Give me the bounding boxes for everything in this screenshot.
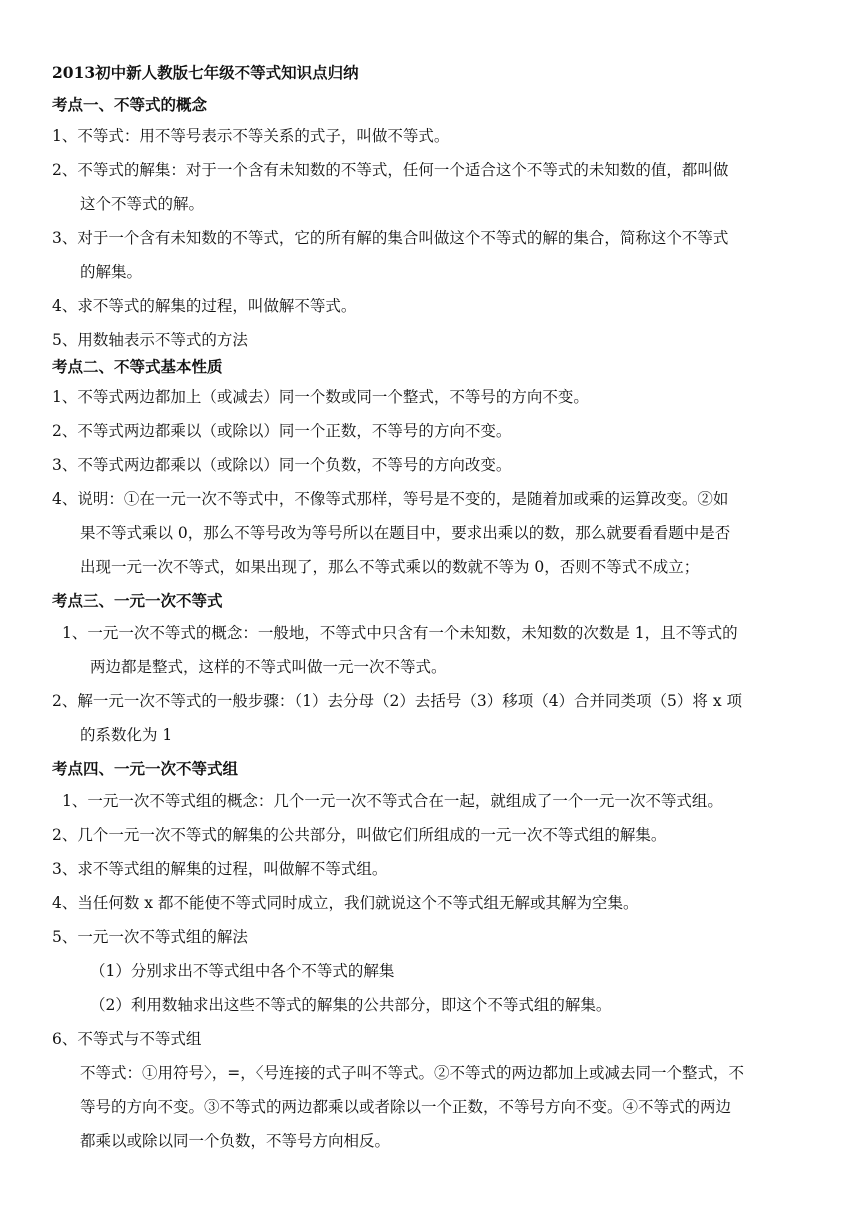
section-heading: 考点二、不等式基本性质 (52, 357, 223, 376)
text-line: 两边都是整式，这样的不等式叫做一元一次不等式。 (90, 658, 447, 676)
text-line: 都乘以或除以同一个负数，不等号方向相反。 (80, 1132, 391, 1150)
text-line: （1）分别求出不等式组中各个不等式的解集 (90, 962, 395, 980)
text-line: 5、一元一次不等式组的解法 (52, 928, 248, 946)
page-title: 2013初中新人教版七年级不等式知识点归纳 (52, 63, 359, 82)
text-line: （2）利用数轴求出这些不等式的解集的公共部分，即这个不等式组的解集。 (90, 996, 612, 1014)
text-line: 4、说明：①在一元一次不等式中，不像等式那样，等号是不变的，是随着加或乘的运算改变。②如 (52, 490, 729, 508)
text-line: 1、一元一次不等式的概念：一般地，不等式中只含有一个未知数，未知数的次数是 1，且不等式的 (62, 624, 738, 642)
text-line: 3、求不等式组的解集的过程，叫做解不等式组。 (52, 860, 388, 878)
text-line: 不等式：①用符号〉，=，〈号连接的式子叫不等式。②不等式的两边都加上或减去同一个整式，不 (80, 1064, 744, 1082)
section-heading: 考点四、一元一次不等式组 (52, 759, 239, 778)
text-line: 果不等式乘以 0，那么不等号改为等号所以在题目中，要求出乘以的数，那么就要看看题中是否 (80, 524, 731, 542)
text-line: 这个不等式的解。 (80, 195, 205, 213)
text-line: 4、求不等式的解集的过程，叫做解不等式。 (52, 297, 357, 315)
text-line: 的系数化为 1 (80, 726, 173, 744)
section-heading: 考点一、不等式的概念 (52, 95, 208, 114)
text-line: 6、不等式与不等式组 (52, 1030, 202, 1048)
section-heading: 考点三、一元一次不等式 (52, 591, 223, 610)
text-line: 1、一元一次不等式组的概念：几个一元一次不等式合在一起，就组成了一个一元一次不等式组。 (62, 792, 723, 810)
text-line: 等号的方向不变。③不等式的两边都乘以或者除以一个正数，不等号方向不变。④不等式的两边 (80, 1098, 732, 1116)
text-line: 2、解一元一次不等式的一般步骤：（1）去分母（2）去括号（3）移项（4）合并同类项（5）将 x 项 (52, 692, 743, 710)
text-line: 出现一元一次不等式，如果出现了，那么不等式乘以的数就不等为 0，否则不等式不成立； (80, 558, 700, 576)
text-line: 3、不等式两边都乘以（或除以）同一个负数，不等号的方向改变。 (52, 456, 512, 474)
text-line: 5、用数轴表示不等式的方法 (52, 331, 248, 349)
text-line: 1、不等式两边都加上（或减去）同一个数或同一个整式，不等号的方向不变。 (52, 388, 589, 406)
text-line: 2、几个一元一次不等式的解集的公共部分，叫做它们所组成的一元一次不等式组的解集。 (52, 826, 667, 844)
text-line: 4、当任何数 x 都不能使不等式同时成立，我们就说这个不等式组无解或其解为空集。 (52, 894, 639, 912)
text-line: 3、对于一个含有未知数的不等式，它的所有解的集合叫做这个不等式的解的集合，简称这个不等式 (52, 229, 729, 247)
text-line: 2、不等式两边都乘以（或除以）同一个正数，不等号的方向不变。 (52, 422, 512, 440)
text-line: 1、不等式：用不等号表示不等关系的式子，叫做不等式。 (52, 127, 450, 145)
text-line: 2、不等式的解集：对于一个含有未知数的不等式，任何一个适合这个不等式的未知数的值，都叫做 (52, 161, 729, 179)
text-line: 的解集。 (80, 263, 143, 281)
